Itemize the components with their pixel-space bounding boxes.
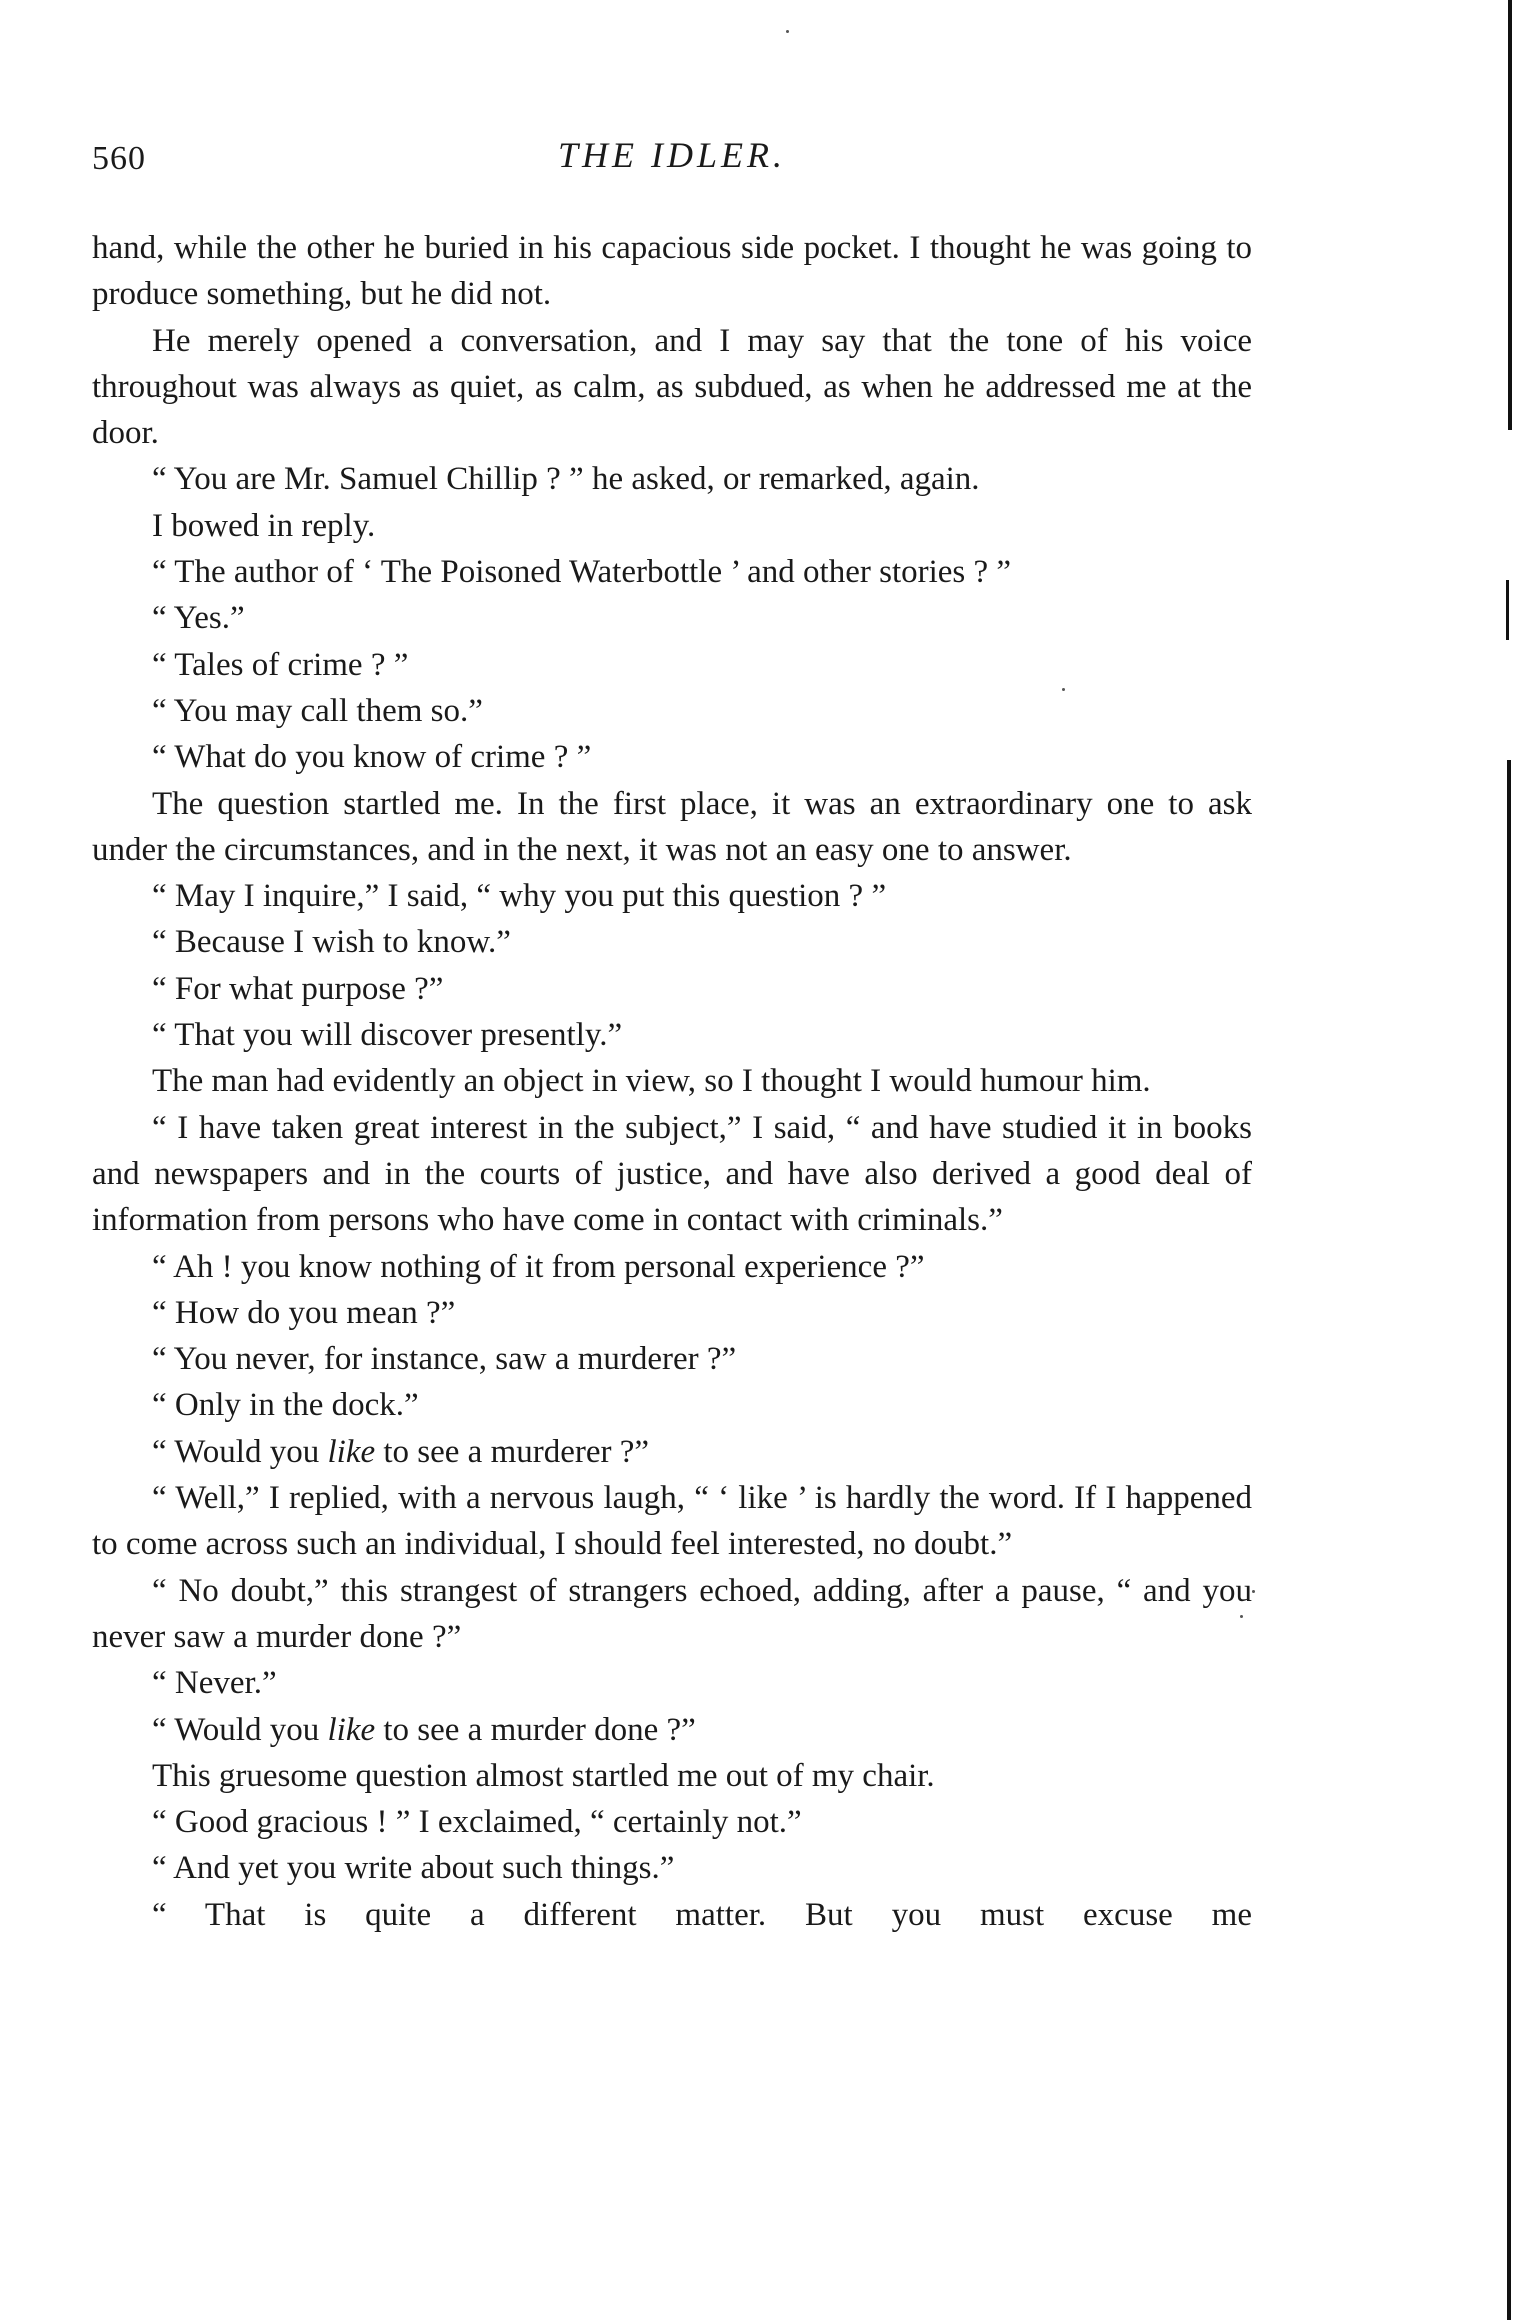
paragraph: “ Ah ! you know nothing of it from personal experience ?” <box>152 1248 925 1285</box>
paragraph: “ Tales of crime ? ” <box>152 646 409 683</box>
body-text <box>92 225 1252 1938</box>
paragraph: “ Never.” <box>152 1665 277 1702</box>
paragraph: “ I have taken great interest in the subject,” I said, “ and have studied it in books and newspapers and in the courts of justice, and have also derived a good deal of information from persons who have come in contact with criminals.” <box>92 1109 1252 1239</box>
paragraph: “ That you will discover presently.” <box>152 1017 623 1054</box>
scan-edge-middle <box>1506 580 1509 640</box>
paragraph: The question startled me. In the first place, it was an extraordinary one to ask under the circumstances, and in the next, it was not an easy one to answer. <box>92 785 1252 868</box>
text-run: to see a murderer ?” <box>375 1433 650 1470</box>
paragraph: He merely opened a conversation, and I may say that the tone of his voice throughout was always as quiet, as calm, as subdued, as when he addressed me at the door. <box>92 322 1252 452</box>
page-number: 560 <box>92 140 146 177</box>
paragraph: This gruesome question almost startled me out of my chair. <box>152 1757 935 1794</box>
text-run: to see a murder done ?” <box>375 1711 696 1748</box>
paragraph: “ May I inquire,” I said, “ why you put this question ? ” <box>152 878 887 915</box>
paragraph: “ Because I wish to know.” <box>152 924 511 961</box>
paragraph: “ Good gracious ! ” I exclaimed, “ certainly not.” <box>152 1804 802 1841</box>
paragraph <box>92 1429 1252 1475</box>
paragraph: “ That is quite a different matter. But you must excuse me <box>152 1896 1252 1933</box>
paragraph: “ How do you mean ?” <box>152 1294 456 1331</box>
scan-edge-top <box>1508 0 1512 430</box>
scan-speck <box>786 30 789 33</box>
paragraph <box>92 1707 1252 1753</box>
paragraph: “ The author of ‘ The Poisoned Waterbottle ’ and other stories ? ” <box>152 554 1012 591</box>
emphasis: like <box>327 1433 376 1470</box>
page-header <box>92 128 1252 188</box>
running-title: THE IDLER. <box>558 135 786 175</box>
paragraph: The man had evidently an object in view, so I thought I would humour him. <box>152 1063 1151 1100</box>
paragraph: “ You may call them so.” <box>152 692 483 729</box>
paragraph: “ You are Mr. Samuel Chillip ? ” he asked, or remarked, again. <box>152 461 980 498</box>
paragraph: “ Well,” I replied, with a nervous laugh, “ ‘ like ’ is hardly the word. If I happened to come across such an individual, I should feel interested, no doubt.” <box>92 1480 1252 1563</box>
text-run: “ Would you <box>152 1433 328 1470</box>
scan-edge-bottom <box>1507 760 1511 2320</box>
paragraph: I bowed in reply. <box>152 507 376 544</box>
paragraph: hand, while the other he buried in his capacious side pocket. I thought he was going to produce something, but he did not. <box>92 230 1252 313</box>
text-run: “ Would you <box>152 1711 328 1748</box>
paragraph: “ What do you know of crime ? ” <box>152 739 592 776</box>
paragraph: “ No doubt,” this strangest of strangers echoed, adding, after a pause, “ and you never saw a murder done ?” <box>92 1572 1252 1655</box>
paragraph: “ Yes.” <box>152 600 245 637</box>
scan-speck <box>1252 1590 1255 1593</box>
paragraph: “ And yet you write about such things.” <box>152 1850 675 1887</box>
paragraph: “ Only in the dock.” <box>152 1387 419 1424</box>
paragraph: “ You never, for instance, saw a murderer ?” <box>152 1341 737 1378</box>
paragraph: “ For what purpose ?” <box>152 970 444 1007</box>
emphasis: like <box>327 1711 376 1748</box>
